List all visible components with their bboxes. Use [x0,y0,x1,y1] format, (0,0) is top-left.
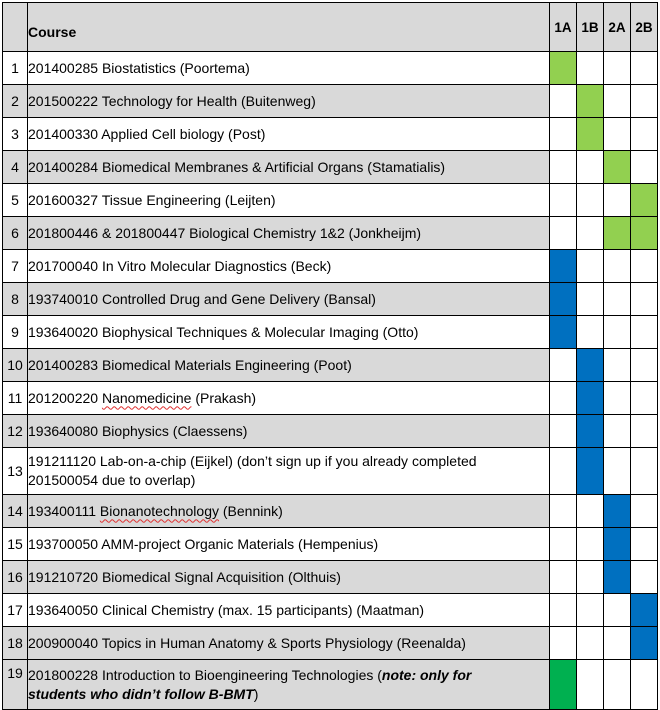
row-number: 9 [3,316,28,349]
quarter-cell-2b [631,283,658,316]
course-title-rest: (Bennink) [219,502,283,519]
course-title: Biological Chemistry 1&2 (Jonkheijm) [189,224,422,241]
course-code: 191210720 [28,568,99,585]
quarter-cell-2a [604,627,631,660]
table-row [3,382,658,415]
quarter-cell-2b [631,627,658,660]
quarter-cell-1a [550,52,577,85]
course-cell [28,528,550,561]
course-code: 201500222 [28,92,99,109]
row-number: 2 [3,85,28,118]
row-number: 17 [3,594,28,627]
quarter-cell-2b [631,118,658,151]
quarter-cell-2a [604,316,631,349]
row-number: 16 [3,561,28,594]
course-code: 201800228 [28,666,99,683]
quarter-cell-1a [550,349,577,382]
quarter-cell-1a [550,528,577,561]
course-note-line2: students who didn’t follow B-BMT [28,685,254,702]
quarter-cell-1a [550,217,577,250]
course-cell [28,382,550,415]
quarter-cell-1b [577,627,604,660]
quarter-cell-2b [631,151,658,184]
course-title-word: Nanomedicine [101,389,192,406]
quarter-cell-1a [550,283,577,316]
row-number: 6 [3,217,28,250]
course-cell [28,52,550,85]
table-row [3,85,658,118]
table-row [3,448,658,495]
row-number: 1 [3,52,28,85]
row-number: 15 [3,528,28,561]
quarter-cell-2b [631,528,658,561]
row-number: 4 [3,151,28,184]
row-number: 13 [3,448,28,495]
table-row [3,283,658,316]
course-title: AMM-project Organic Materials (Hempenius) [101,535,379,552]
table-row [3,250,658,283]
table-row [3,118,658,151]
quarter-cell-1a [550,448,577,495]
course-note-end: ) [253,685,259,702]
course-title: Biophysical Techniques & Molecular Imaging (Otto) [101,323,419,340]
header-quarter-2a: 2A [604,3,631,52]
quarter-cell-1b [577,448,604,495]
course-code: 201400330 [28,125,99,142]
course-code: 193640020 [28,323,99,340]
course-cell [28,118,550,151]
course-title: Biostatistics (Poortema) [101,59,250,76]
course-cell [28,151,550,184]
row-number: 3 [3,118,28,151]
course-code: 193740010 [28,290,99,307]
quarter-cell-2b [631,448,658,495]
header-quarter-1b: 1B [577,3,604,52]
quarter-cell-2b [631,85,658,118]
quarter-cell-2b [631,316,658,349]
quarter-cell-1a [550,316,577,349]
quarter-cell-2a [604,594,631,627]
table-row [3,528,658,561]
header-course-label: Course [28,23,77,40]
table-row [3,184,658,217]
course-cell [28,217,550,250]
course-cell [28,561,550,594]
quarter-cell-2a [604,528,631,561]
quarter-cell-2a [604,250,631,283]
quarter-cell-1a [550,627,577,660]
quarter-cell-1b [577,52,604,85]
quarter-cell-2a [604,448,631,495]
quarter-cell-2b [631,594,658,627]
quarter-cell-1b [577,382,604,415]
quarter-cell-2a [604,52,631,85]
course-title: Biophysics (Claessens) [101,422,248,439]
course-code: 201200220 [28,389,99,406]
quarter-cell-1b [577,316,604,349]
course-code: 193640050 [28,601,99,618]
quarter-cell-2a [604,660,631,710]
quarter-cell-1b [577,85,604,118]
course-title: Biomedical Signal Acquisition (Olthuis) [101,568,341,585]
table-row [3,627,658,660]
header-quarter-2b: 2B [631,3,658,52]
quarter-cell-1b [577,660,604,710]
course-cell [28,660,550,710]
quarter-cell-1a [550,660,577,710]
quarter-cell-1a [550,85,577,118]
course-code: 201700040 [28,257,99,274]
course-code: 191211120 [28,453,96,469]
quarter-cell-1b [577,415,604,448]
quarter-cell-1a [550,184,577,217]
quarter-cell-2a [604,217,631,250]
course-code: 200900040 [28,634,99,651]
course-cell [28,495,550,528]
course-note-line1: note: only for [381,666,472,683]
course-cell [28,283,550,316]
quarter-cell-2a [604,184,631,217]
header-course [28,3,550,52]
course-cell [28,250,550,283]
course-code: 201400283 [28,356,99,373]
course-cell [28,316,550,349]
row-number: 7 [3,250,28,283]
quarter-cell-1b [577,528,604,561]
quarter-cell-2b [631,415,658,448]
row-number: 5 [3,184,28,217]
course-title: Biomedical Membranes & Artificial Organs (Stamatialis) [101,158,446,175]
quarter-cell-2a [604,349,631,382]
table-row [3,151,658,184]
table-row [3,52,658,85]
course-title-rest: (Prakash) [191,389,257,406]
course-cell [28,594,550,627]
quarter-cell-2a [604,85,631,118]
course-code: 201600327 [28,191,99,208]
row-number: 18 [3,627,28,660]
table-row [3,660,658,710]
quarter-cell-1a [550,495,577,528]
quarter-cell-1b [577,349,604,382]
course-title-word: Bionanotechnology [99,502,219,519]
header-num [3,3,28,52]
table-row [3,415,658,448]
quarter-cell-1a [550,382,577,415]
quarter-cell-1b [577,495,604,528]
course-title: Tissue Engineering (Leijten) [101,191,276,208]
quarter-cell-1b [577,118,604,151]
course-title: In Vitro Molecular Diagnostics (Beck) [101,257,332,274]
row-number: 12 [3,415,28,448]
course-schedule-table [2,2,658,710]
quarter-cell-2a [604,415,631,448]
course-title: Technology for Health (Buitenweg) [101,92,316,109]
quarter-cell-1a [550,118,577,151]
course-code: 201800446 & 201800447 [28,224,186,241]
quarter-cell-1b [577,561,604,594]
course-cell [28,349,550,382]
course-code: 193640080 [28,422,99,439]
row-number: 11 [3,382,28,415]
quarter-cell-1a [550,594,577,627]
quarter-cell-2b [631,349,658,382]
quarter-cell-2b [631,382,658,415]
quarter-cell-1b [577,151,604,184]
table-row [3,217,658,250]
quarter-cell-2b [631,217,658,250]
course-title: Controlled Drug and Gene Delivery (Bansal) [101,290,376,307]
course-cell [28,85,550,118]
course-title: Biomedical Materials Engineering (Poot) [101,356,352,373]
table-row [3,495,658,528]
quarter-cell-2a [604,495,631,528]
table-row [3,349,658,382]
quarter-cell-1a [550,151,577,184]
table-row [3,594,658,627]
row-number: 10 [3,349,28,382]
table-row [3,561,658,594]
course-code: 201400284 [28,158,99,175]
course-cell [28,184,550,217]
course-title: Introduction to Bioengineering Technologies ( [101,666,382,683]
table-row [3,316,658,349]
quarter-cell-1b [577,283,604,316]
quarter-cell-2b [631,660,658,710]
quarter-cell-2a [604,283,631,316]
course-cell [28,627,550,660]
quarter-cell-1b [577,250,604,283]
quarter-cell-2b [631,250,658,283]
quarter-cell-2b [631,184,658,217]
course-code: 201400285 [28,59,99,76]
quarter-cell-2a [604,118,631,151]
quarter-cell-1a [550,415,577,448]
quarter-cell-2a [604,151,631,184]
course-title: Applied Cell biology (Post) [101,125,266,142]
quarter-cell-1a [550,561,577,594]
row-number: 8 [3,283,28,316]
quarter-cell-2b [631,52,658,85]
quarter-cell-1b [577,217,604,250]
row-number: 19 [3,660,28,710]
row-number: 14 [3,495,28,528]
quarter-cell-2a [604,382,631,415]
quarter-cell-1b [577,184,604,217]
course-cell [28,448,550,495]
quarter-cell-2b [631,561,658,594]
header-row [3,3,658,52]
course-title: Topics in Human Anatomy & Sports Physiology (Reenalda) [101,634,466,651]
quarter-cell-1a [550,250,577,283]
quarter-cell-1b [577,594,604,627]
header-quarter-1a: 1A [550,3,577,52]
course-title: Clinical Chemistry (max. 15 participants) (Maatman) [101,601,425,618]
course-title-line1: Lab-on-a-chip (Eijkel) (don’t sign up if you already completed [99,453,477,469]
course-cell [28,415,550,448]
quarter-cell-2b [631,495,658,528]
course-title-line2: 201500054 due to overlap) [28,472,196,488]
quarter-cell-2a [604,561,631,594]
course-code: 193700050 [28,535,99,552]
course-code: 193400111 [28,502,96,519]
